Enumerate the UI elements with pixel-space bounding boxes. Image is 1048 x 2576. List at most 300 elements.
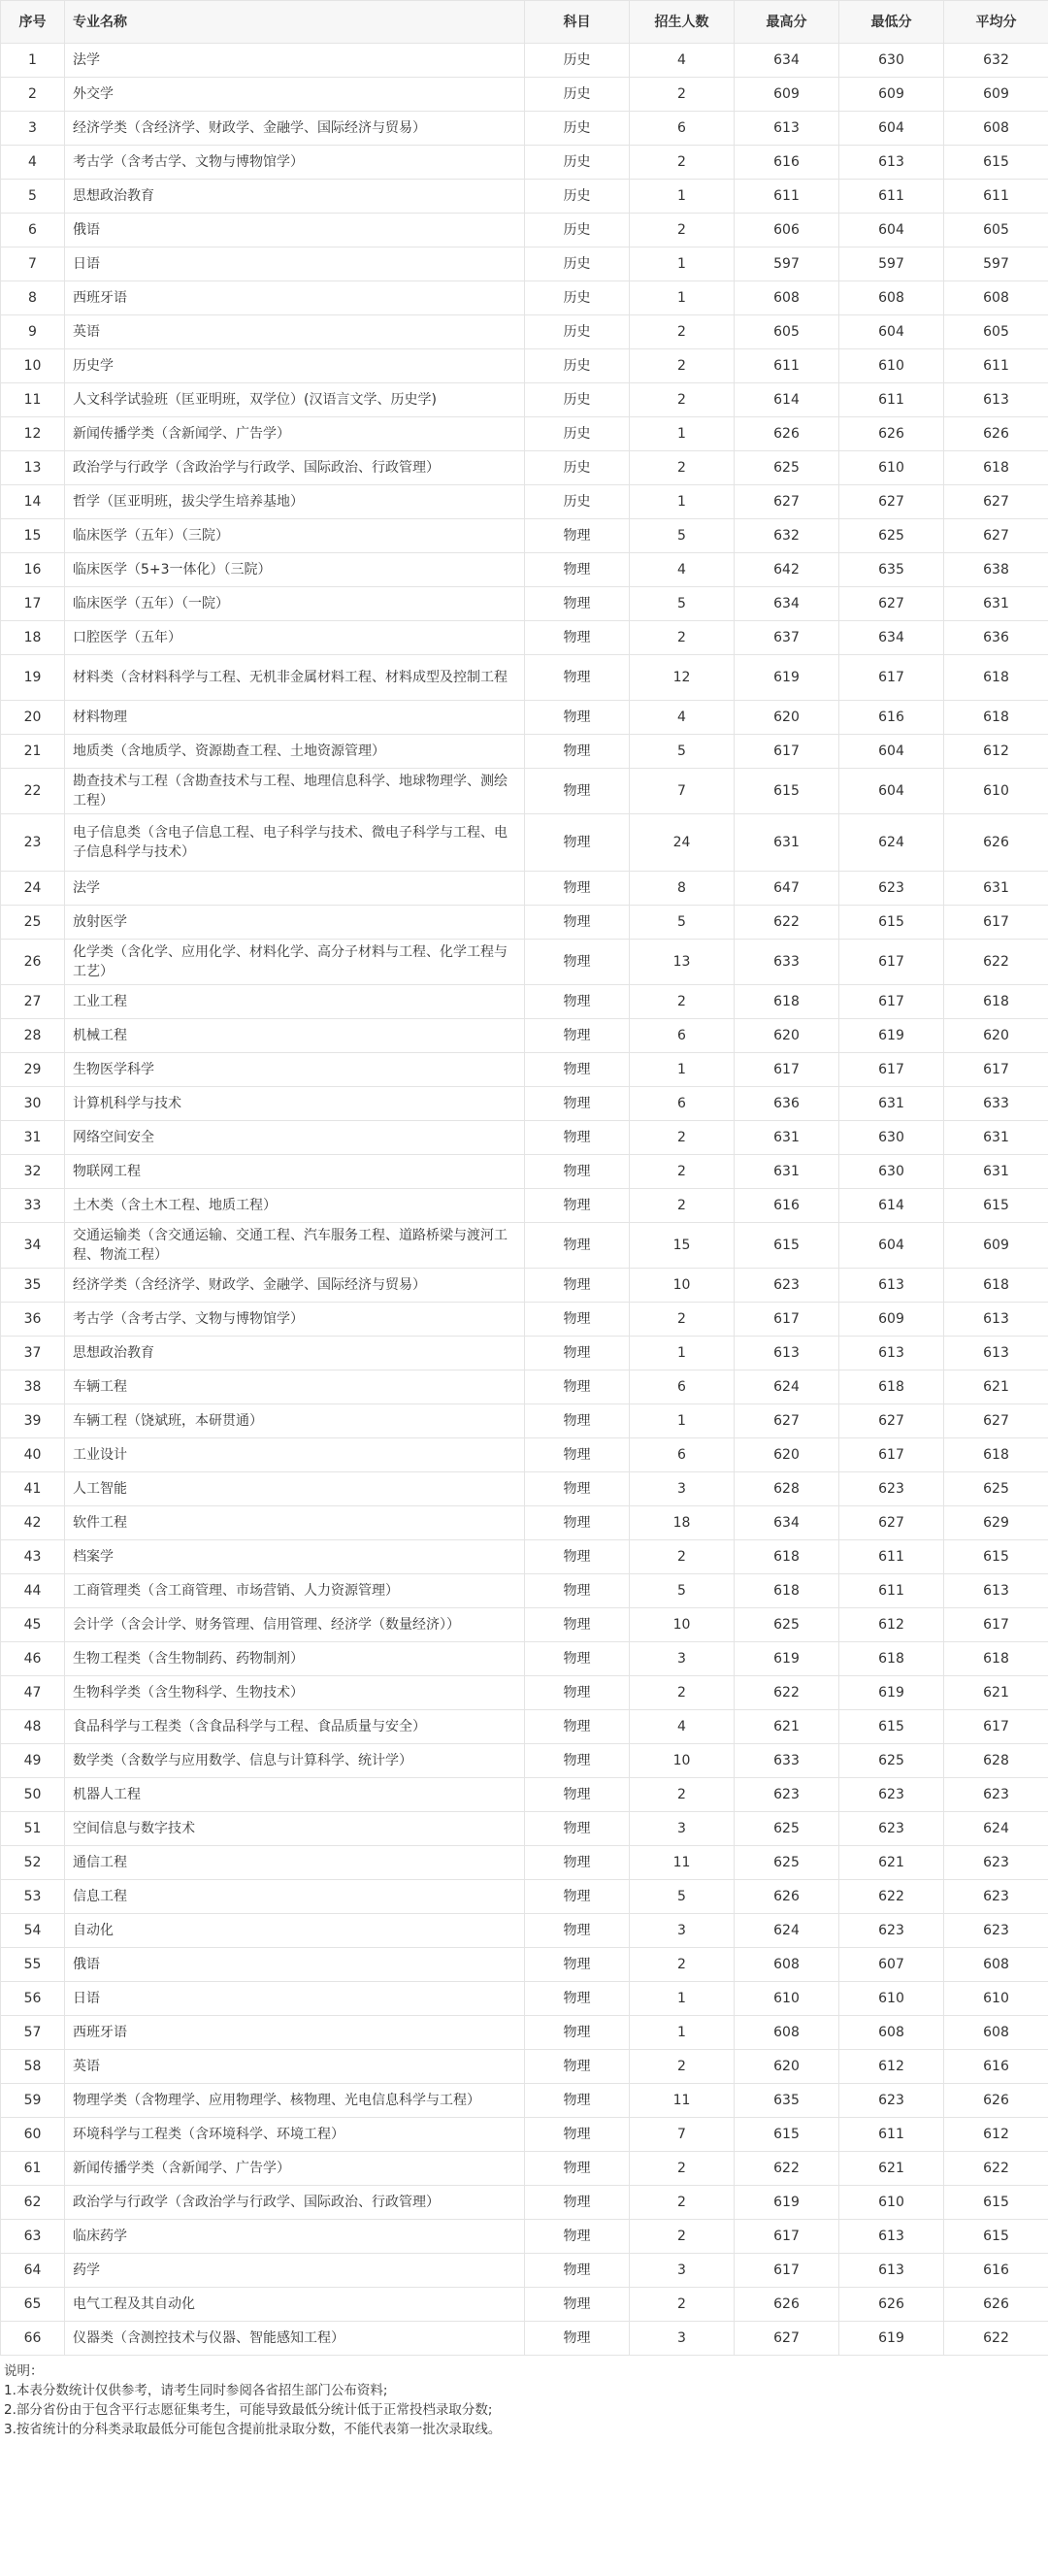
cell-min-score: 615 [839, 1710, 944, 1744]
cell-major-name: 电气工程及其自动化 [65, 2288, 525, 2322]
table-row [1, 44, 1048, 78]
table-row [1, 383, 1048, 417]
cell-avg-score: 608 [944, 281, 1048, 315]
cell-major-name: 法学 [65, 872, 525, 906]
cell-max-score: 631 [735, 1155, 839, 1189]
cell-max-score: 620 [735, 1438, 839, 1472]
cell-subject: 物理 [525, 587, 630, 621]
cell-index: 7 [1, 248, 65, 281]
cell-major-name: 政治学与行政学（含政治学与行政学、国际政治、行政管理） [65, 2186, 525, 2220]
cell-major-name: 自动化 [65, 1914, 525, 1948]
cell-enrollment: 1 [630, 2016, 735, 2050]
table-row [1, 985, 1048, 1019]
cell-avg-score: 605 [944, 214, 1048, 248]
table-row [1, 2186, 1048, 2220]
cell-avg-score: 628 [944, 1744, 1048, 1778]
cell-major-name: 土木类（含土木工程、地质工程） [65, 1189, 525, 1223]
cell-index: 28 [1, 1019, 65, 1053]
cell-enrollment: 24 [630, 814, 735, 872]
cell-min-score: 608 [839, 2016, 944, 2050]
cell-subject: 物理 [525, 735, 630, 769]
cell-min-score: 604 [839, 315, 944, 349]
cell-enrollment: 13 [630, 940, 735, 985]
cell-index: 42 [1, 1506, 65, 1540]
cell-index: 23 [1, 814, 65, 872]
cell-enrollment: 2 [630, 1121, 735, 1155]
cell-max-score: 625 [735, 1846, 839, 1880]
cell-min-score: 604 [839, 769, 944, 814]
cell-subject: 历史 [525, 315, 630, 349]
cell-index: 48 [1, 1710, 65, 1744]
cell-major-name: 材料类（含材料科学与工程、无机非金属材料工程、材料成型及控制工程 [65, 655, 525, 701]
cell-min-score: 610 [839, 349, 944, 383]
cell-subject: 物理 [525, 1574, 630, 1608]
cell-subject: 物理 [525, 1710, 630, 1744]
table-row [1, 814, 1048, 872]
cell-enrollment: 2 [630, 2288, 735, 2322]
note-line: 2.部分省份由于包含平行志愿征集考生，可能导致最低分统计低于正常投档录取分数; [4, 2402, 493, 2418]
cell-major-name: 放射医学 [65, 906, 525, 940]
cell-subject: 物理 [525, 1155, 630, 1189]
table-row [1, 2118, 1048, 2152]
table-row [1, 146, 1048, 180]
cell-max-score: 620 [735, 2050, 839, 2084]
cell-max-score: 626 [735, 1880, 839, 1914]
table-row [1, 1948, 1048, 1982]
cell-major-name: 西班牙语 [65, 281, 525, 315]
cell-index: 53 [1, 1880, 65, 1914]
cell-subject: 物理 [525, 1846, 630, 1880]
cell-max-score: 625 [735, 1608, 839, 1642]
cell-subject: 物理 [525, 940, 630, 985]
cell-max-score: 608 [735, 2016, 839, 2050]
cell-subject: 物理 [525, 2322, 630, 2356]
cell-index: 54 [1, 1914, 65, 1948]
cell-enrollment: 1 [630, 417, 735, 451]
cell-max-score: 634 [735, 587, 839, 621]
cell-index: 26 [1, 940, 65, 985]
cell-avg-score: 612 [944, 2118, 1048, 2152]
cell-enrollment: 11 [630, 2084, 735, 2118]
cell-index: 30 [1, 1087, 65, 1121]
cell-avg-score: 626 [944, 417, 1048, 451]
cell-major-name: 思想政治教育 [65, 180, 525, 214]
cell-max-score: 618 [735, 985, 839, 1019]
cell-enrollment: 8 [630, 872, 735, 906]
cell-max-score: 633 [735, 940, 839, 985]
cell-max-score: 617 [735, 1303, 839, 1337]
cell-major-name: 物联网工程 [65, 1155, 525, 1189]
cell-enrollment: 5 [630, 519, 735, 553]
cell-enrollment: 1 [630, 1404, 735, 1438]
cell-enrollment: 1 [630, 485, 735, 519]
cell-max-score: 617 [735, 1053, 839, 1087]
cell-major-name: 档案学 [65, 1540, 525, 1574]
cell-subject: 物理 [525, 2118, 630, 2152]
cell-subject: 物理 [525, 1642, 630, 1676]
cell-major-name: 软件工程 [65, 1506, 525, 1540]
cell-enrollment: 18 [630, 1506, 735, 1540]
cell-subject: 物理 [525, 1303, 630, 1337]
cell-enrollment: 3 [630, 2322, 735, 2356]
cell-max-score: 627 [735, 485, 839, 519]
cell-avg-score: 618 [944, 1642, 1048, 1676]
cell-enrollment: 2 [630, 1189, 735, 1223]
cell-subject: 物理 [525, 1744, 630, 1778]
cell-index: 10 [1, 349, 65, 383]
cell-index: 61 [1, 2152, 65, 2186]
cell-max-score: 624 [735, 1371, 839, 1404]
cell-index: 25 [1, 906, 65, 940]
cell-avg-score: 631 [944, 587, 1048, 621]
cell-min-score: 613 [839, 1269, 944, 1303]
cell-max-score: 619 [735, 655, 839, 701]
cell-major-name: 口腔医学（五年） [65, 621, 525, 655]
cell-avg-score: 626 [944, 2288, 1048, 2322]
cell-subject: 物理 [525, 701, 630, 735]
table-row [1, 2084, 1048, 2118]
cell-max-score: 631 [735, 814, 839, 872]
header-min-score: 最低分 [839, 1, 944, 44]
cell-min-score: 621 [839, 1846, 944, 1880]
table-row [1, 315, 1048, 349]
cell-enrollment: 4 [630, 701, 735, 735]
cell-avg-score: 611 [944, 349, 1048, 383]
table-row [1, 1189, 1048, 1223]
cell-avg-score: 622 [944, 2322, 1048, 2356]
cell-max-score: 637 [735, 621, 839, 655]
cell-avg-score: 623 [944, 1846, 1048, 1880]
cell-major-name: 生物工程类（含生物制药、药物制剂） [65, 1642, 525, 1676]
cell-max-score: 615 [735, 1223, 839, 1269]
cell-subject: 物理 [525, 1506, 630, 1540]
table-row [1, 1472, 1048, 1506]
cell-subject: 物理 [525, 2050, 630, 2084]
cell-min-score: 619 [839, 1019, 944, 1053]
cell-max-score: 626 [735, 2288, 839, 2322]
cell-subject: 历史 [525, 281, 630, 315]
cell-index: 60 [1, 2118, 65, 2152]
cell-major-name: 新闻传播学类（含新闻学、广告学） [65, 417, 525, 451]
cell-max-score: 613 [735, 112, 839, 146]
cell-avg-score: 620 [944, 1019, 1048, 1053]
cell-max-score: 620 [735, 701, 839, 735]
cell-avg-score: 618 [944, 655, 1048, 701]
cell-min-score: 625 [839, 1744, 944, 1778]
cell-avg-score: 631 [944, 872, 1048, 906]
cell-index: 49 [1, 1744, 65, 1778]
cell-avg-score: 617 [944, 906, 1048, 940]
cell-index: 29 [1, 1053, 65, 1087]
cell-major-name: 环境科学与工程类（含环境科学、环境工程） [65, 2118, 525, 2152]
cell-avg-score: 609 [944, 78, 1048, 112]
cell-subject: 历史 [525, 417, 630, 451]
table-row [1, 2050, 1048, 2084]
cell-enrollment: 3 [630, 2254, 735, 2288]
cell-max-score: 616 [735, 146, 839, 180]
cell-max-score: 623 [735, 1269, 839, 1303]
cell-index: 21 [1, 735, 65, 769]
table-row [1, 1404, 1048, 1438]
cell-index: 33 [1, 1189, 65, 1223]
cell-max-score: 627 [735, 1404, 839, 1438]
cell-major-name: 车辆工程 [65, 1371, 525, 1404]
cell-subject: 物理 [525, 1189, 630, 1223]
cell-subject: 物理 [525, 985, 630, 1019]
cell-max-score: 611 [735, 180, 839, 214]
cell-index: 51 [1, 1812, 65, 1846]
cell-max-score: 625 [735, 1812, 839, 1846]
cell-index: 4 [1, 146, 65, 180]
cell-index: 50 [1, 1778, 65, 1812]
cell-min-score: 625 [839, 519, 944, 553]
cell-min-score: 608 [839, 281, 944, 315]
cell-major-name: 思想政治教育 [65, 1337, 525, 1371]
cell-avg-score: 623 [944, 1778, 1048, 1812]
cell-enrollment: 10 [630, 1744, 735, 1778]
cell-index: 31 [1, 1121, 65, 1155]
cell-index: 15 [1, 519, 65, 553]
cell-avg-score: 632 [944, 44, 1048, 78]
cell-major-name: 考古学（含考古学、文物与博物馆学） [65, 1303, 525, 1337]
cell-major-name: 法学 [65, 44, 525, 78]
cell-avg-score: 610 [944, 1982, 1048, 2016]
cell-min-score: 623 [839, 1778, 944, 1812]
cell-min-score: 617 [839, 1438, 944, 1472]
cell-max-score: 622 [735, 2152, 839, 2186]
table-row [1, 1438, 1048, 1472]
cell-max-score: 620 [735, 1019, 839, 1053]
cell-avg-score: 622 [944, 940, 1048, 985]
cell-enrollment: 10 [630, 1608, 735, 1642]
cell-min-score: 624 [839, 814, 944, 872]
cell-subject: 物理 [525, 655, 630, 701]
cell-subject: 历史 [525, 383, 630, 417]
cell-min-score: 611 [839, 1574, 944, 1608]
cell-min-score: 617 [839, 940, 944, 985]
cell-major-name: 信息工程 [65, 1880, 525, 1914]
cell-major-name: 交通运输类（含交通运输、交通工程、汽车服务工程、道路桥梁与渡河工程、物流工程） [65, 1223, 525, 1269]
cell-min-score: 623 [839, 2084, 944, 2118]
table-body [1, 44, 1048, 2356]
cell-major-name: 日语 [65, 248, 525, 281]
cell-index: 59 [1, 2084, 65, 2118]
cell-subject: 物理 [525, 1404, 630, 1438]
cell-subject: 物理 [525, 1472, 630, 1506]
table-row [1, 1087, 1048, 1121]
table-row [1, 1506, 1048, 1540]
cell-subject: 物理 [525, 2288, 630, 2322]
cell-avg-score: 616 [944, 2254, 1048, 2288]
cell-major-name: 车辆工程（饶斌班，本研贯通） [65, 1404, 525, 1438]
cell-index: 17 [1, 587, 65, 621]
cell-min-score: 614 [839, 1189, 944, 1223]
cell-index: 11 [1, 383, 65, 417]
cell-major-name: 物理学类（含物理学、应用物理学、核物理、光电信息科学与工程） [65, 2084, 525, 2118]
cell-max-score: 617 [735, 2220, 839, 2254]
cell-index: 18 [1, 621, 65, 655]
cell-enrollment: 15 [630, 1223, 735, 1269]
table-row [1, 180, 1048, 214]
cell-avg-score: 629 [944, 1506, 1048, 1540]
cell-max-score: 611 [735, 349, 839, 383]
cell-major-name: 网络空间安全 [65, 1121, 525, 1155]
cell-enrollment: 2 [630, 1778, 735, 1812]
cell-subject: 物理 [525, 872, 630, 906]
cell-enrollment: 6 [630, 1371, 735, 1404]
cell-avg-score: 623 [944, 1914, 1048, 1948]
cell-max-score: 626 [735, 417, 839, 451]
cell-subject: 物理 [525, 906, 630, 940]
cell-max-score: 634 [735, 44, 839, 78]
cell-enrollment: 2 [630, 2050, 735, 2084]
cell-max-score: 618 [735, 1540, 839, 1574]
cell-max-score: 622 [735, 906, 839, 940]
cell-subject: 物理 [525, 1914, 630, 1948]
table-row [1, 621, 1048, 655]
cell-avg-score: 611 [944, 180, 1048, 214]
cell-min-score: 604 [839, 214, 944, 248]
table-row [1, 1982, 1048, 2016]
cell-subject: 物理 [525, 2016, 630, 2050]
cell-avg-score: 627 [944, 1404, 1048, 1438]
cell-major-name: 人工智能 [65, 1472, 525, 1506]
cell-subject: 历史 [525, 44, 630, 78]
cell-min-score: 627 [839, 587, 944, 621]
cell-index: 32 [1, 1155, 65, 1189]
cell-enrollment: 1 [630, 248, 735, 281]
cell-min-score: 635 [839, 553, 944, 587]
cell-major-name: 人文科学试验班（匡亚明班，双学位）(汉语言文学、历史学) [65, 383, 525, 417]
cell-avg-score: 597 [944, 248, 1048, 281]
cell-subject: 物理 [525, 1948, 630, 1982]
cell-min-score: 630 [839, 1121, 944, 1155]
table-row [1, 1744, 1048, 1778]
cell-subject: 物理 [525, 1087, 630, 1121]
cell-enrollment: 2 [630, 621, 735, 655]
cell-avg-score: 615 [944, 146, 1048, 180]
cell-avg-score: 608 [944, 1948, 1048, 1982]
cell-min-score: 623 [839, 1472, 944, 1506]
cell-index: 6 [1, 214, 65, 248]
table-header [1, 1, 1048, 44]
cell-enrollment: 11 [630, 1846, 735, 1880]
cell-max-score: 613 [735, 1337, 839, 1371]
cell-avg-score: 618 [944, 1438, 1048, 1472]
cell-max-score: 597 [735, 248, 839, 281]
cell-avg-score: 613 [944, 1337, 1048, 1371]
cell-subject: 历史 [525, 248, 630, 281]
cell-min-score: 626 [839, 417, 944, 451]
cell-max-score: 625 [735, 451, 839, 485]
cell-subject: 物理 [525, 1676, 630, 1710]
cell-index: 1 [1, 44, 65, 78]
table-row [1, 587, 1048, 621]
cell-min-score: 610 [839, 2186, 944, 2220]
cell-enrollment: 2 [630, 78, 735, 112]
table-row [1, 2152, 1048, 2186]
cell-subject: 物理 [525, 1337, 630, 1371]
cell-max-score: 623 [735, 1778, 839, 1812]
cell-max-score: 605 [735, 315, 839, 349]
cell-major-name: 日语 [65, 1982, 525, 2016]
cell-avg-score: 615 [944, 1189, 1048, 1223]
cell-min-score: 617 [839, 1053, 944, 1087]
cell-enrollment: 2 [630, 2186, 735, 2220]
cell-enrollment: 2 [630, 349, 735, 383]
cell-subject: 物理 [525, 1438, 630, 1472]
table-row [1, 1540, 1048, 1574]
cell-min-score: 611 [839, 1540, 944, 1574]
cell-index: 45 [1, 1608, 65, 1642]
cell-enrollment: 1 [630, 1053, 735, 1087]
table-row [1, 1269, 1048, 1303]
cell-min-score: 617 [839, 985, 944, 1019]
cell-subject: 物理 [525, 814, 630, 872]
cell-avg-score: 615 [944, 1540, 1048, 1574]
cell-subject: 物理 [525, 1608, 630, 1642]
cell-index: 58 [1, 2050, 65, 2084]
table-row [1, 2016, 1048, 2050]
cell-major-name: 临床医学（五年）（三院） [65, 519, 525, 553]
cell-avg-score: 626 [944, 814, 1048, 872]
cell-min-score: 618 [839, 1642, 944, 1676]
cell-max-score: 621 [735, 1710, 839, 1744]
table-row [1, 940, 1048, 985]
cell-min-score: 622 [839, 1880, 944, 1914]
cell-min-score: 597 [839, 248, 944, 281]
cell-major-name: 计算机科学与技术 [65, 1087, 525, 1121]
table-row [1, 1574, 1048, 1608]
cell-max-score: 609 [735, 78, 839, 112]
cell-avg-score: 622 [944, 2152, 1048, 2186]
cell-min-score: 613 [839, 2220, 944, 2254]
table-row [1, 1053, 1048, 1087]
cell-min-score: 611 [839, 2118, 944, 2152]
cell-index: 41 [1, 1472, 65, 1506]
cell-max-score: 610 [735, 1982, 839, 2016]
cell-avg-score: 617 [944, 1053, 1048, 1087]
cell-enrollment: 10 [630, 1269, 735, 1303]
cell-avg-score: 613 [944, 1303, 1048, 1337]
cell-max-score: 606 [735, 214, 839, 248]
cell-avg-score: 626 [944, 2084, 1048, 2118]
notes-title: 说明： [4, 2363, 44, 2379]
table-row [1, 349, 1048, 383]
cell-major-name: 工商管理类（含工商管理、市场营销、人力资源管理） [65, 1574, 525, 1608]
table-row [1, 1880, 1048, 1914]
cell-min-score: 610 [839, 451, 944, 485]
cell-min-score: 621 [839, 2152, 944, 2186]
table-row [1, 2220, 1048, 2254]
cell-max-score: 619 [735, 1642, 839, 1676]
cell-index: 55 [1, 1948, 65, 1982]
header-max-score: 最高分 [735, 1, 839, 44]
cell-subject: 历史 [525, 214, 630, 248]
table-row [1, 1019, 1048, 1053]
header-major-name: 专业名称 [65, 1, 525, 44]
cell-major-name: 历史学 [65, 349, 525, 383]
cell-max-score: 633 [735, 1744, 839, 1778]
cell-major-name: 考古学（含考古学、文物与博物馆学） [65, 146, 525, 180]
cell-enrollment: 6 [630, 1019, 735, 1053]
cell-index: 44 [1, 1574, 65, 1608]
cell-enrollment: 2 [630, 315, 735, 349]
cell-major-name: 材料物理 [65, 701, 525, 735]
cell-avg-score: 615 [944, 2220, 1048, 2254]
cell-avg-score: 613 [944, 383, 1048, 417]
cell-major-name: 生物医学科学 [65, 1053, 525, 1087]
